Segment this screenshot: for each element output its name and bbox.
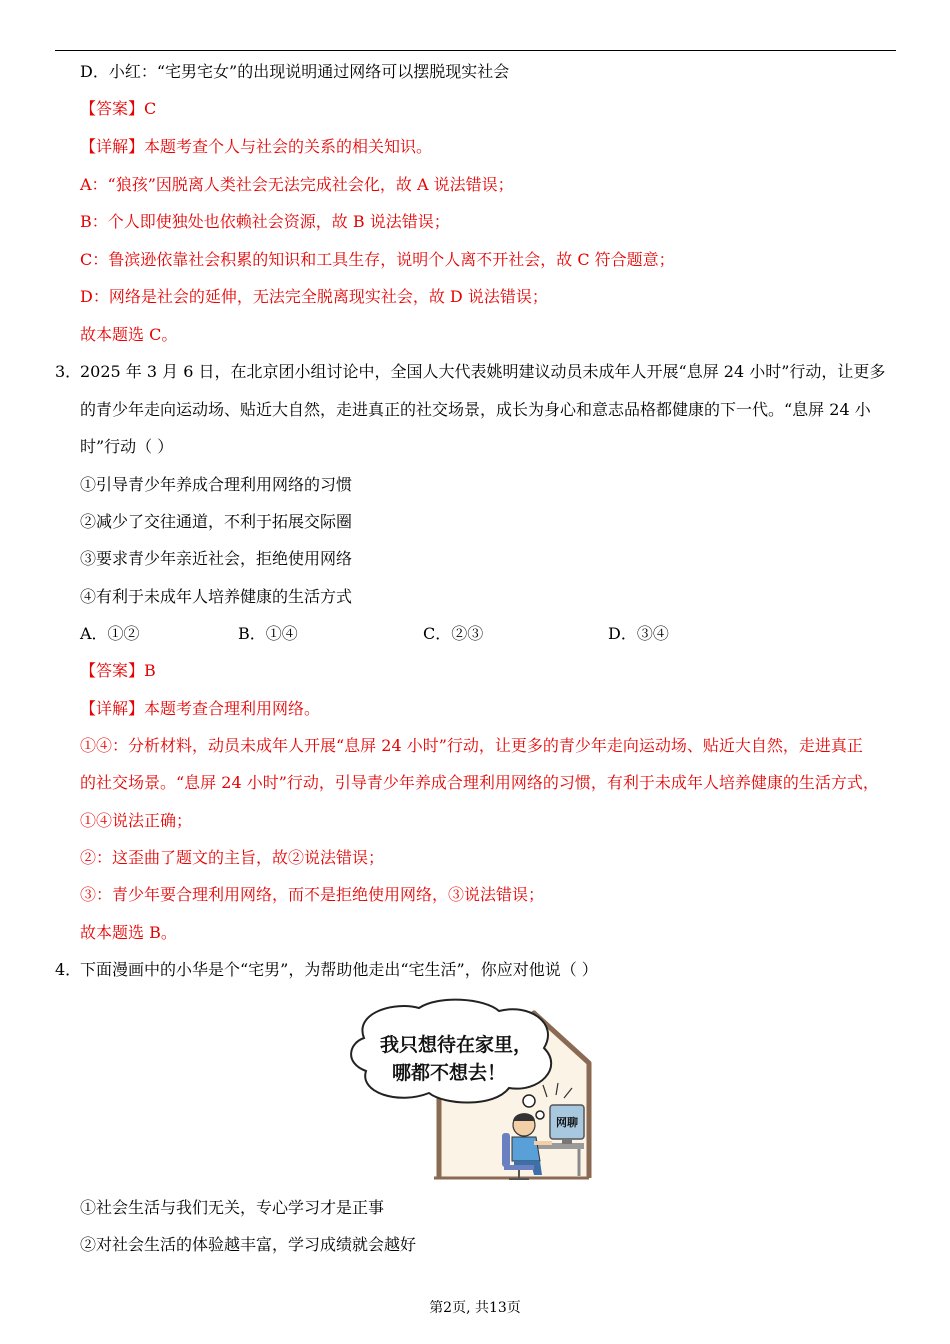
bubble-text-1: 我只想待在家里， <box>379 1034 533 1056</box>
q3-answer <box>80 661 156 681</box>
explain-label: 【详解】 <box>80 137 145 156</box>
q3-explain-line: ①④：分析材料，动员未成年人开展“息屏 24 小时”行动，让更多的青少年走向运动场、贴近大自然，走进真正 <box>80 736 863 755</box>
q3-stem-line: 时”行动（ ） <box>80 437 174 456</box>
q3-item: ④有利于未成年人培养健康的生活方式 <box>80 587 353 606</box>
q4-stem: 下面漫画中的小华是个“宅男”，为帮助他走出“宅生活”，你应对他说（ ） <box>80 960 598 979</box>
q3-explain-line: 故本题选 B。 <box>80 923 177 942</box>
q3-item: ①引导青少年养成合理利用网络的习惯 <box>80 475 353 494</box>
q2-explain-line: 故本题选 C。 <box>80 325 178 344</box>
q2-explain-line: C：鲁滨逊依靠社会积累的知识和工具生存，说明个人离不开社会，故 C 符合题意； <box>80 250 675 269</box>
answer-label: 【答案】 <box>80 99 145 118</box>
page-footer: 第2页, 共13页 <box>429 1300 521 1316</box>
answer-value: C <box>144 99 157 118</box>
explain-label: 【详解】 <box>80 699 145 718</box>
q4-item: ②对社会生活的体验越丰富，学习成绩就会越好 <box>80 1235 417 1254</box>
q4-number: 4． <box>55 960 82 979</box>
explain-text: 本题考查个人与社会的关系的相关知识。 <box>144 137 433 156</box>
q2-answer <box>80 99 156 119</box>
q3-choice-d: D．③④ <box>608 624 669 643</box>
q3-stem-line: 2025 年 3 月 6 日，在北京团小组讨论中，全国人大代表姚明建议动员未成年人开展“息屏 24 小时”行动，让更多 <box>80 362 886 381</box>
header-rule <box>55 50 896 51</box>
q3-choice-b: B．①④ <box>238 624 298 643</box>
q2-explain-line: D：网络是社会的延伸，无法完全脱离现实社会，故 D 说法错误； <box>80 287 548 306</box>
cartoon-image <box>344 993 594 1183</box>
q3-item: ③要求青少年亲近社会，拒绝使用网络 <box>80 549 353 568</box>
q3-item: ②减少了交往通道，不利于拓展交际圈 <box>80 512 353 531</box>
q3-explain-intro <box>80 699 320 719</box>
q3-explain-line: ②：这歪曲了题文的主旨，故②说法错误； <box>80 848 385 867</box>
screen-label: 网聊 <box>556 1116 578 1129</box>
q3-explain-line: ③：青少年要合理利用网络，而不是拒绝使用网络，③说法错误； <box>80 885 545 904</box>
q3-number: 3． <box>55 362 82 381</box>
q2-option-d: D．小红：“宅男宅女”的出现说明通过网络可以摆脱现实社会 <box>80 62 510 81</box>
q3-explain-line: ①④说法正确； <box>80 811 193 830</box>
bubble-text-2: 哪都不想去！ <box>391 1062 507 1084</box>
q2-explain-line: B：个人即使独处也依赖社会资源，故 B 说法错误； <box>80 212 450 231</box>
answer-value: B <box>144 661 156 680</box>
q3-explain-line: 的社交场景。“息屏 24 小时”行动，引导青少年养成合理利用网络的习惯，有利于未成年人培养健康的生活方式， <box>80 773 879 792</box>
answer-label: 【答案】 <box>80 661 145 680</box>
q3-stem-line: 的青少年走向运动场、贴近大自然，走进真正的社交场景，成长为身心和意志品格都健康的下一代。“息屏 24 小 <box>80 400 871 419</box>
explain-text: 本题考查合理利用网络。 <box>144 699 321 718</box>
q3-choice-a: A．①② <box>80 624 140 643</box>
q2-explain-intro <box>80 137 432 157</box>
person-body <box>512 1137 540 1161</box>
q4-item: ①社会生活与我们无关，专心学习才是正事 <box>80 1198 385 1217</box>
q2-explain-line: A：“狼孩”因脱离人类社会无法完成社会化，故 A 说法错误； <box>80 175 514 194</box>
q3-choice-c: C．②③ <box>423 624 484 643</box>
chair <box>502 1133 510 1167</box>
